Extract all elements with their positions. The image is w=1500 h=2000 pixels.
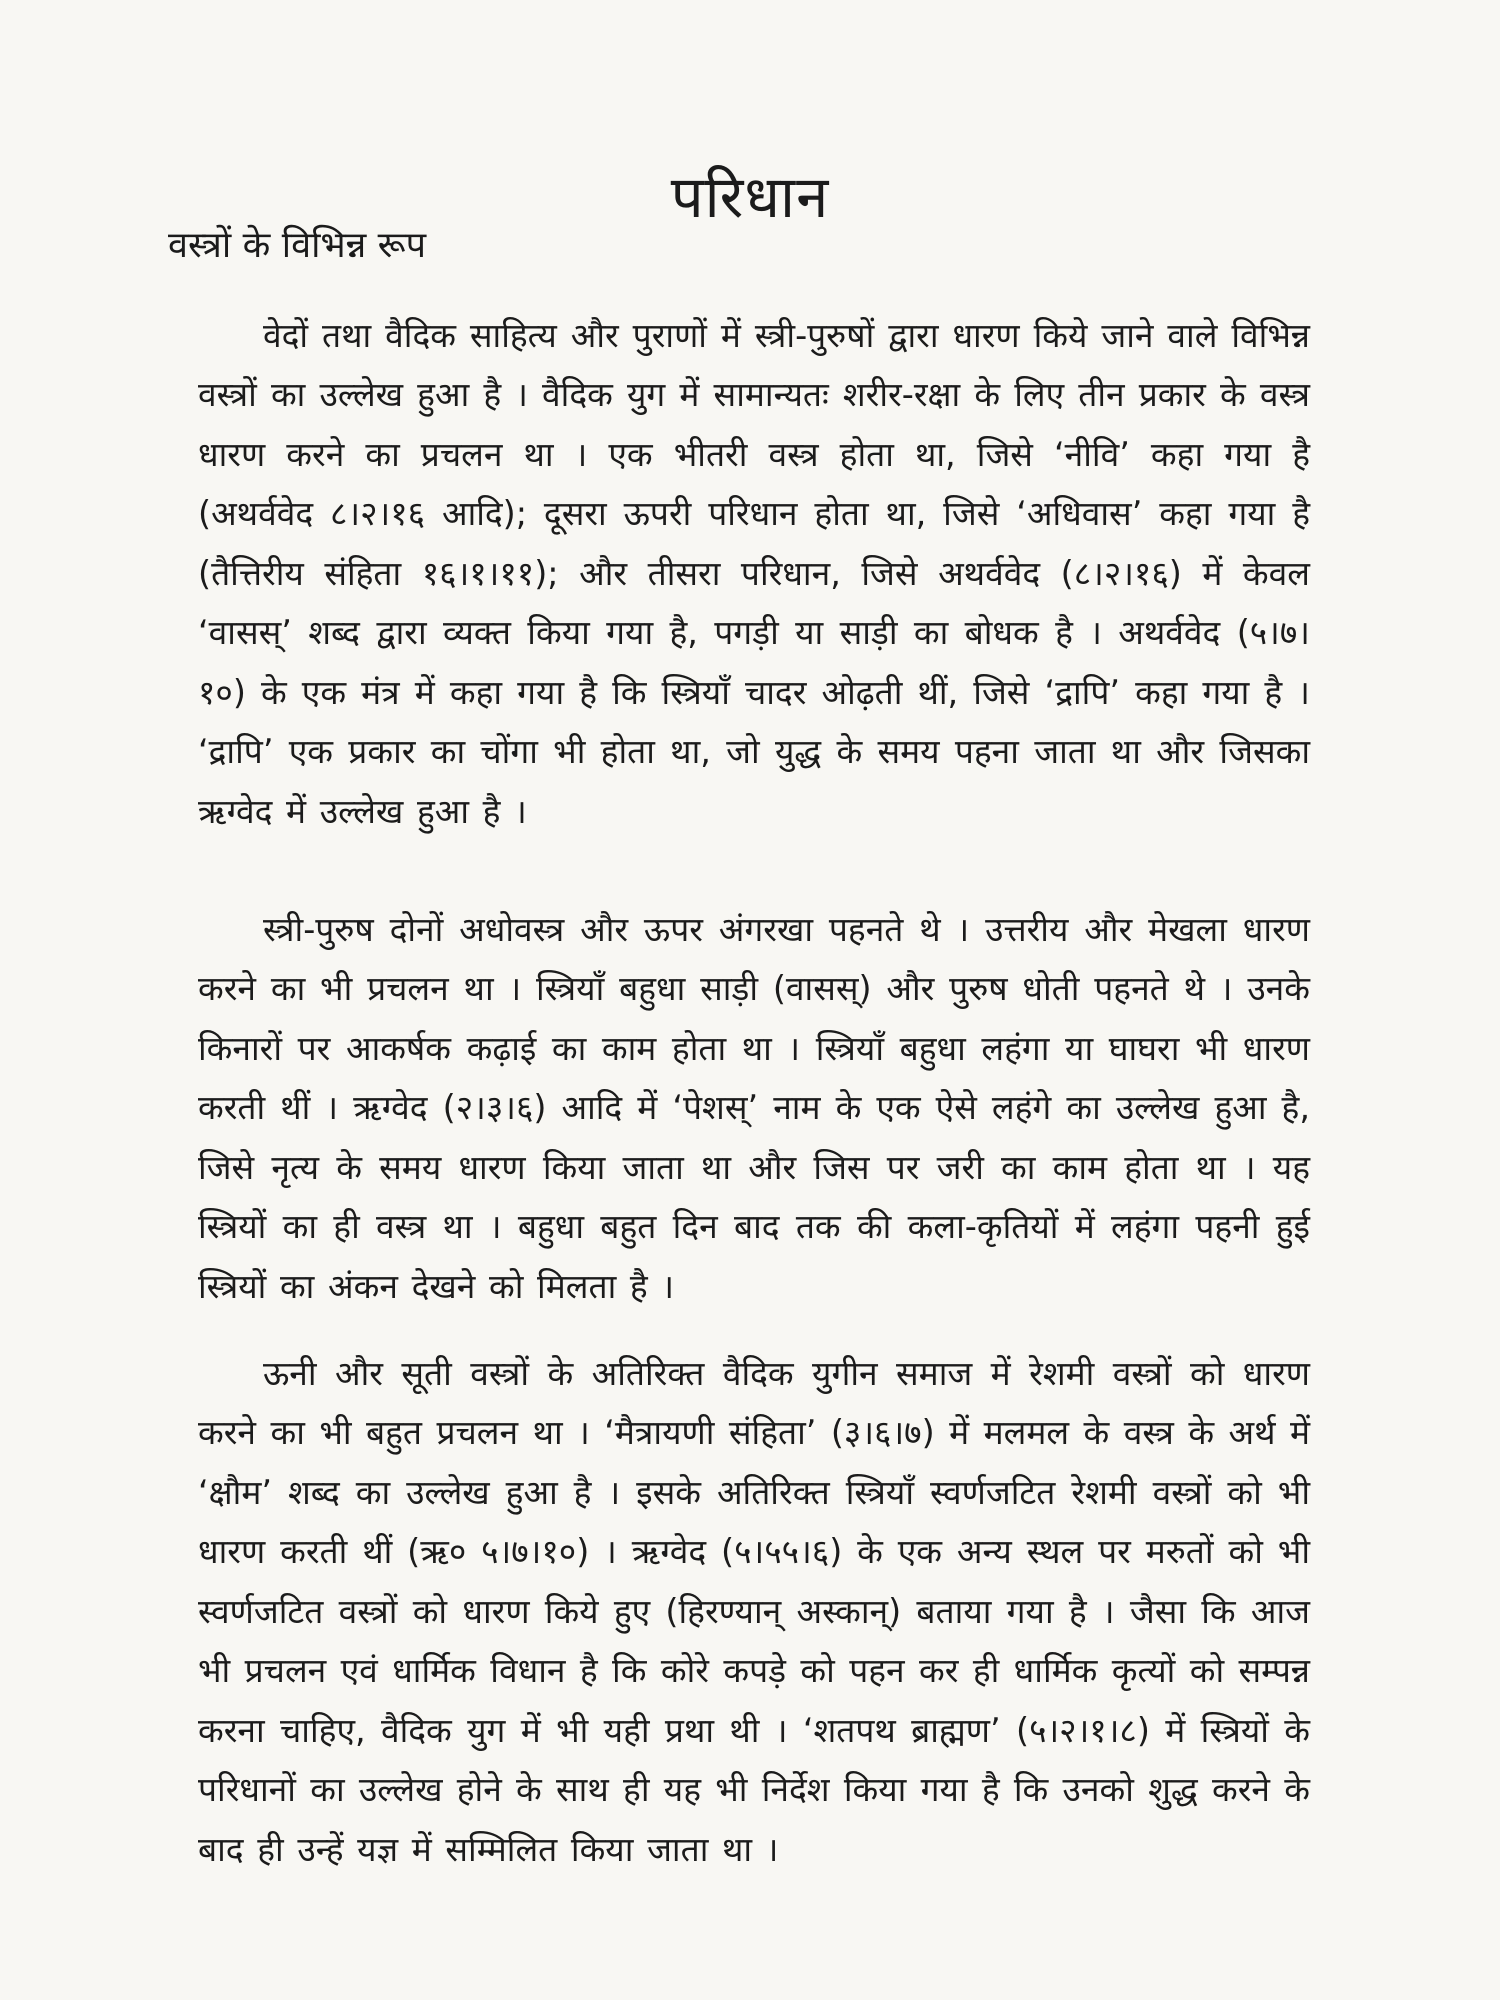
section-heading: वस्त्रों के विभिन्न रूप	[168, 225, 427, 266]
paragraph: ऊनी और सूती वस्त्रों के अतिरिक्त वैदिक युगीन समाज में रेशमी वस्त्रों को धारण करने का भी बहुत प्रचलन था । ‘मैत्रायणी संहिता’ (३।६।७) में मलमल के वस्त्र के अर्थ में ‘क्षौम’ शब्द का उल्लेख हुआ है । इसके अतिरिक्त स्त्रियाँ स्वर्णजटित रेशमी वस्त्रों को भी धारण करती थीं (ऋ० ५।७।१०) । ऋग्वेद (५।५५।६) के एक अन्य स्थल पर मरुतों को भी स्वर्णजटित वस्त्रों को धारण किये हुए (हिरण्यान् अस्कान्) बताया गया है । जैसा कि आज भी प्रचलन एवं धार्मिक विधान है कि कोरे कपड़े को पहन कर ही धार्मिक कृत्यों को सम्पन्न करना चाहिए, वैदिक युग में भी यही प्रथा थी । ‘शतपथ ब्राह्मण’ (५।२।१।८) में स्त्रियों के परिधानों का उल्लेख होने के साथ ही यह भी निर्देश किया गया है कि उनको शुद्ध करने के बाद ही उन्हें यज्ञ में सम्मिलित किया जाता था ।	[198, 1353, 1310, 1869]
page-title: परिधान	[670, 162, 830, 231]
paragraph: स्त्री-पुरुष दोनों अधोवस्त्र और ऊपर अंगरखा पहनते थे । उत्तरीय और मेखला धारण करने का भी प्रचलन था । स्त्रियाँ बहुधा साड़ी (वासस्) और पुरुष धोती पहनते थे । उनके किनारों पर आकर्षक कढ़ाई का काम होता था । स्त्रियाँ बहुधा लहंगा या घाघरा भी धारण करती थीं । ऋग्वेद (२।३।६) आदि में ‘पेशस्’ नाम के एक ऐसे लहंगे का उल्लेख हुआ है, जिसे नृत्य के समय धारण किया जाता था और जिस पर जरी का काम होता था । यह स्त्रियों का ही वस्त्र था । बहुधा बहुत दिन बाद तक की कला-कृतियों में लहंगा पहनी हुई स्त्रियों का अंकन देखने को मिलता है ।	[198, 909, 1310, 1306]
paragraph: वेदों तथा वैदिक साहित्य और पुराणों में स्त्री-पुरुषों द्वारा धारण किये जाने वाले विभिन्न वस्त्रों का उल्लेख हुआ है । वैदिक युग में सामान्यतः शरीर-रक्षा के लिए तीन प्रकार के वस्त्र धारण करने का प्रचलन था । एक भीतरी वस्त्र होता था, जिसे ‘नीवि’ कहा गया है (अथर्ववेद ८।२।१६ आदि); दूसरा ऊपरी परिधान होता था, जिसे ‘अधिवास’ कहा गया है (तैत्तिरीय संहिता १६।१।११); और तीसरा परिधान, जिसे अथर्ववेद (८।२।१६) में केवल ‘वासस्’ शब्द द्वारा व्यक्त किया गया है, पगड़ी या साड़ी का बोधक है । अथर्ववेद (५।७।१०) के एक मंत्र में कहा गया है कि स्त्रियाँ चादर ओढ़ती थीं, जिसे ‘द्रापि’ कहा गया है । ‘द्रापि’ एक प्रकार का चोंगा भी होता था, जो युद्ध के समय पहना जाता था और जिसका ऋग्वेद में उल्लेख हुआ है ।	[198, 315, 1310, 831]
